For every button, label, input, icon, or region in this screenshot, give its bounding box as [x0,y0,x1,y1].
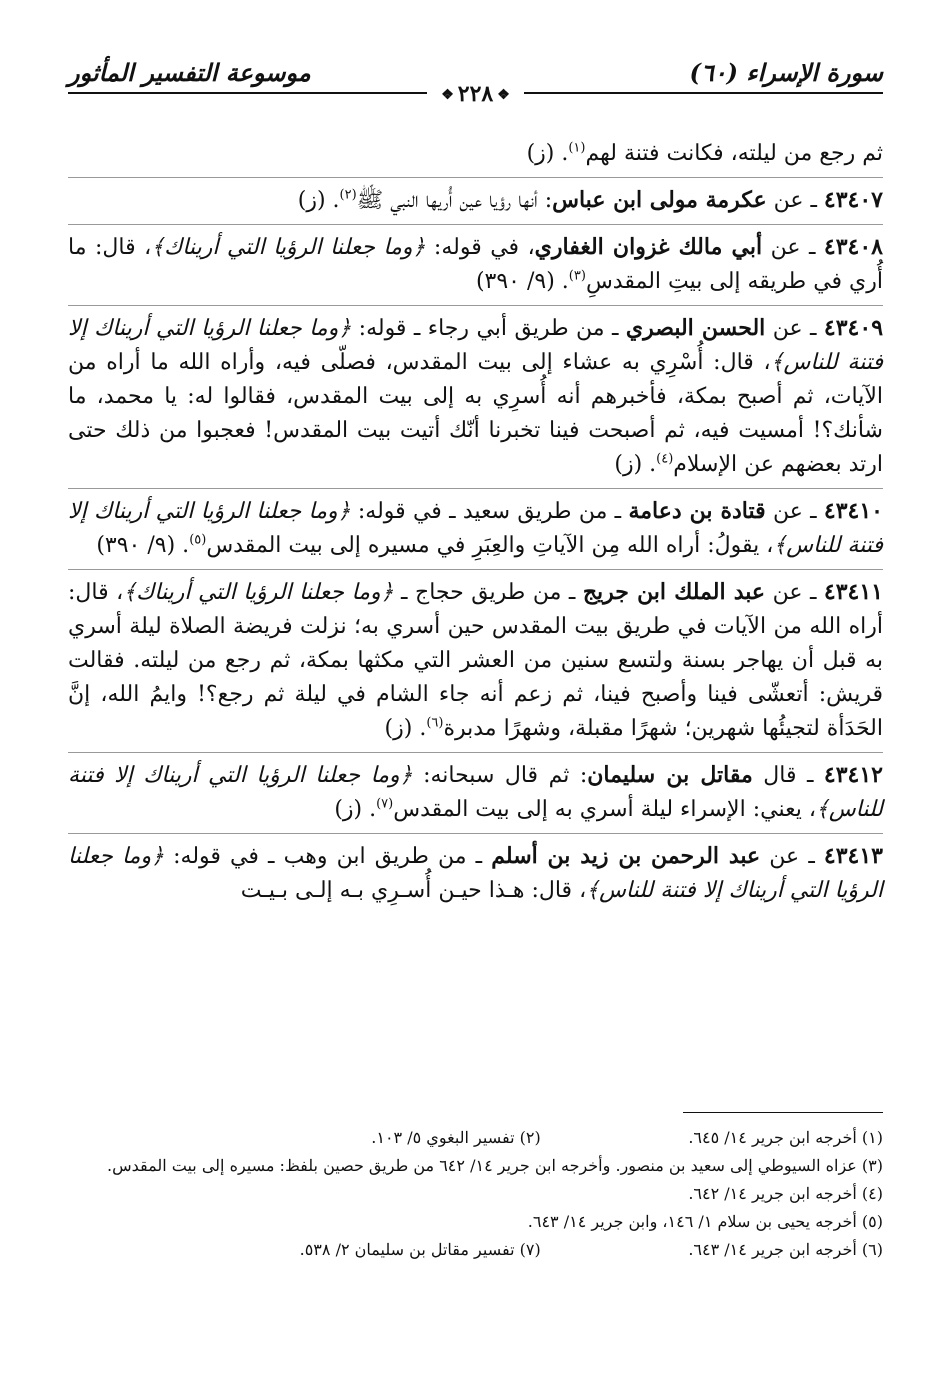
footnotes [68,1124,883,1264]
narration-number: ٤٣٤١١ [823,579,883,605]
page-number-box [427,82,524,107]
narrator-name: عبد الملك ابن جريج [582,579,766,605]
narrator-name: مقاتل بن سليمان [587,762,753,788]
quran-verse: ﴿وما جعلنا الرؤيا التي أريناك﴾ [123,580,394,605]
ornament-icon: ❖ [441,87,454,103]
book-title: موسوعة التفسير المأثور [68,58,311,87]
footnote-2: (٢) تفسير البغوي ٥/ ١٠٣. [371,1128,541,1147]
footnote-ref: (٤) [656,451,674,467]
narration-number: ٤٣٤١٣ [823,843,883,869]
footnote-ref: (٣) [568,268,586,284]
narrator-name: الحسن البصري [625,315,766,341]
quran-verse: ﴿وما جعلنا الرؤيا التي أريناك إلا فتنة للناس﴾ [68,316,884,375]
narration-number: ٤٣٤٠٩ [823,315,884,341]
narration-number: ٤٣٤٠٧ [823,187,883,213]
page-header [68,58,883,107]
narration-4410: ٤٣٤١٠ ـ عن قتادة بن دعامة ـ من طريق سعيد ـ في قوله: ﴿وما جعلنا الرؤيا التي أريناك إلا فتنة للناس﴾، يقولُ: أراه الله مِن الآياتِ والعِبَرِ في مسيره إلى بيت المقدس$^{(٥)}$. (٩/ ٣٩٠) [68,488,883,569]
narrator-name: عبد الرحمن بن زيد بن أسلم [491,843,761,869]
narration-number: ٤٣٤١٢ [823,762,883,788]
footnote-ref: (٢) [339,187,357,203]
footnote-ref: (٦) [426,715,444,731]
footnote-ref: (٥) [189,532,207,548]
footnote-5: (٥) أخرجه يحيى بن سلام ١/ ١٤٦، وابن جرير ١٤/ ٦٤٣. [527,1212,883,1231]
footnote-1: (١) أخرجه ابن جرير ١٤/ ٦٤٥. [688,1128,883,1147]
quran-verse: ﴿وما جعلنا الرؤيا التي أريناك إلا فتنة للناس﴾ [68,763,883,822]
narrator-name: قتادة بن دعامة [628,498,766,524]
narration-4407: ٤٣٤٠٧ ـ عن عكرمة مولى ابن عباس: أنها رؤيا عين أُريها النبي ﷺ$^{(٢)}$. (ز) [68,177,883,224]
quran-verse: ﴿وما جعلنا الرؤيا التي أريناك﴾ [151,235,426,260]
narrator-name: عكرمة مولى ابن عباس [552,187,767,213]
footnote-7: (٧) تفسير مقاتل بن سليمان ٢/ ٥٣٨. [299,1240,541,1259]
footnote-3: (٣) عزاه السيوطي إلى سعيد بن منصور. وأخرجه ابن جرير ١٤/ ٦٤٢ من طريق حصين بلفظ: مسيره إلى بيت المقدس. [107,1156,883,1175]
footnote-6: (٦) أخرجه ابن جرير ١٤/ ٦٤٣. [688,1240,883,1259]
narration-4413: ٤٣٤١٣ ـ عن عبد الرحمن بن زيد بن أسلم ـ من طريق ابن وهب ـ في قوله: ﴿وما جعلنا الرؤيا التي أريناك إلا فتنة للناس﴾، قال: هـذا حيـن أُسـرِي بـه إلـى بـيـت [68,833,883,914]
footnote-divider [683,1112,883,1113]
page-number: ٢٢٨ [457,81,494,107]
surah-title: سورة الإسراء (٦٠) [689,58,883,87]
narration-number: ٤٣٤٠٨ [823,234,883,260]
footnote-4: (٤) أخرجه ابن جرير ١٤/ ٦٤٢. [688,1184,883,1203]
narration-4411: ٤٣٤١١ ـ عن عبد الملك ابن جريج ـ من طريق حجاج ـ ﴿وما جعلنا الرؤيا التي أريناك﴾، قال: أراه الله من الآيات في طريق بيت المقدس حين أسري به؛ نزلت فريضة الصلاة ليلة أسري به قبل أن يهاجر بسنة ولتسع سنين من العشر التي مكثها بمكة، ثم رجع من ليلته. فقالت قريش: أتعشّى فينا وأصبح فينا، ثم زعم أنه جاء الشام في ليلة ثم رجع؟! وايمُ الله، إنَّ الحَدَأة لتجيئُها شهرين؛ شهرًا مقبلة، وشهرًا مدبرة$^{(٦)}$. (ز) [68,569,883,752]
footnote-ref: (١) [568,140,586,156]
footnote-ref: (٧) [376,796,394,812]
narrator-name: أبي مالك غزوان الغفاري [534,234,763,260]
narration-4409: ٤٣٤٠٩ ـ عن الحسن البصري ـ من طريق أبي رجاء ـ قوله: ﴿وما جعلنا الرؤيا التي أريناك إلا فتنة للناس﴾، قال: أُسْرِي به عشاء إلى بيت المقدس، فصلّى فيه، وأراه الله ما أراه من الآيات، ثم أصبح بمكة، فأخبرهم أنه أُسرِي به إلى بيت المقدس، فقالوا له: يا محمد، ما شأنك؟! أمسيت فيه، ثم أصبحت فينا تخبرنا أنّك أتيت بيت المقدس! فعجبوا من ذلك حتى ارتد بعضهم عن الإسلام$^{(٤)}$. (ز) [68,305,883,488]
paragraph-continuation: ثم رجع من ليلته، فكانت فتنة لهم$^{(١)}$. (ز) [526,140,883,166]
quran-verse: ﴿وما جعلنا الرؤيا التي أريناك إلا فتنة للناس﴾ [68,499,883,558]
ornament-icon: ❖ [497,87,510,103]
quran-verse: ﴿وما جعلنا الرؤيا التي أريناك إلا فتنة للناس﴾ [68,844,883,903]
narration-number: ٤٣٤١٠ [823,498,883,524]
narration-4408: ٤٣٤٠٨ ـ عن أبي مالك غزوان الغفاري، في قوله: ﴿وما جعلنا الرؤيا التي أريناك﴾، قال: ما أُري في طريقه إلى بيتِ المقدسِ$^{(٣)}$. (٩/ ٣٩٠) [68,224,883,305]
narration-4412: ٤٣٤١٢ ـ قال مقاتل بن سليمان: ثم قال سبحانه: ﴿وما جعلنا الرؤيا التي أريناك إلا فتنة للناس﴾، يعني: الإسراء ليلة أسري به إلى بيت المقدس$^{(٧)}$. (ز) [68,752,883,833]
main-text [68,132,883,914]
